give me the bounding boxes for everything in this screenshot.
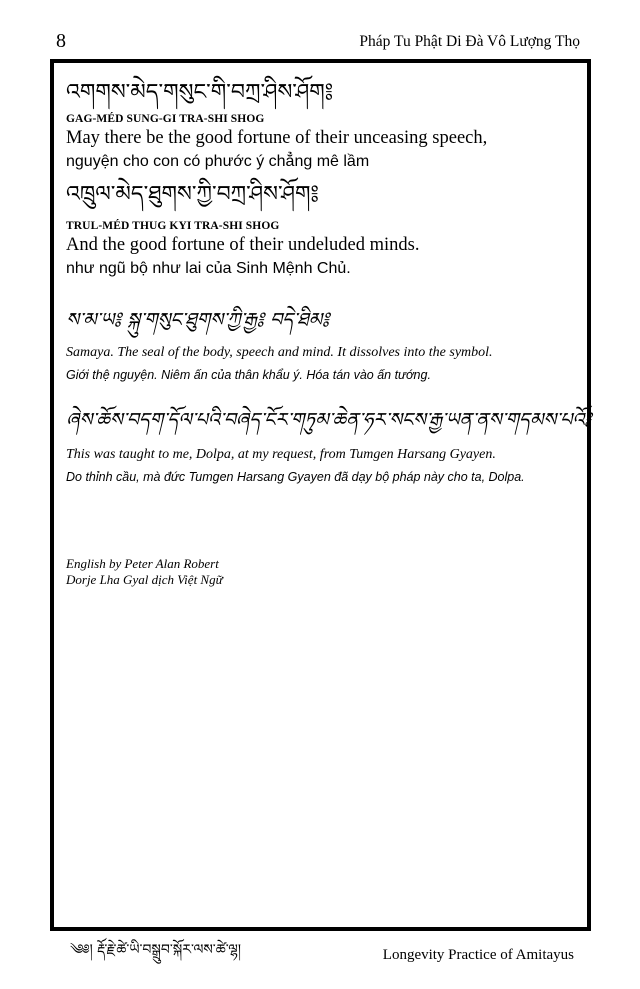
credit-vietnamese-translator: Dorje Lha Gyal dịch Việt Ngữ [66,572,223,587]
colophon-english: This was taught to me, Dolpa, at my request, from Tumgen Harsang Gyayen. [66,447,496,462]
running-header-title: Pháp Tu Phật Di Đà Vô Lượng Thọ [359,33,580,50]
footer-tibetan-title: ༄༅། རྡོ་རྗེ་ཚེ་ཡི་བསྒྲུབ་སྐོར་ལས་ཚེ་ལྷ། [70,942,241,958]
verse-2-english: And the good fortune of their undeluded minds. [66,235,420,255]
footer-english-title: Longevity Practice of Amitayus [382,947,574,963]
verse-1-tibetan: འགགས་མེད་གསུང་གི་བཀྲ་ཤིས་ཤོག༔ [66,80,334,105]
colophon-tibetan: ཞེས་ཆོས་བདག་དོལ་པའི་བཞེད་ངོར་གཏུམ་ཆེན་ཧར་སངས་རྒྱ་ཡན་ནས་གདམས་པའོ༔ [66,409,592,431]
content-frame [50,59,591,931]
colophon-vietnamese: Do thỉnh cầu, mà đức Tumgen Harsang Gyayen đã dạy bộ pháp này cho ta, Dolpa. [66,470,525,484]
samaya-english: Samaya. The seal of the body, speech and mind. It dissolves into the symbol. [66,345,493,360]
verse-1-vietnamese: nguyện cho con có phước ý chẳng mê lầm [66,153,370,170]
samaya-tibetan: ས་མ་ཡ༔ སྐུ་གསུང་ཐུགས་ཀྱི་རྒྱ༔ བདེ་ཐིམ༔ [66,309,330,331]
verse-1-english: May there be the good fortune of their unceasing speech, [66,128,488,148]
verse-2-tibetan: འཁྲུལ་མེད་ཐུགས་ཀྱི་བཀྲ་ཤིས་ཤོག༔ [66,182,319,207]
verse-2-transliteration: TRUL-MÉD THUG KYI TRA-SHI SHOG [66,220,280,232]
verse-1-transliteration: GAG-MÉD SUNG-GI TRA-SHI SHOG [66,113,265,125]
samaya-vietnamese: Giới thệ nguyện. Niêm ấn của thân khẩu ý. Hóa tán vào ấn tướng. [66,368,431,382]
verse-2-vietnamese: như ngũ bộ như lai của Sinh Mệnh Chủ. [66,260,351,277]
page-number: 8 [56,30,66,52]
credit-english-translator: English by Peter Alan Robert [66,556,219,571]
